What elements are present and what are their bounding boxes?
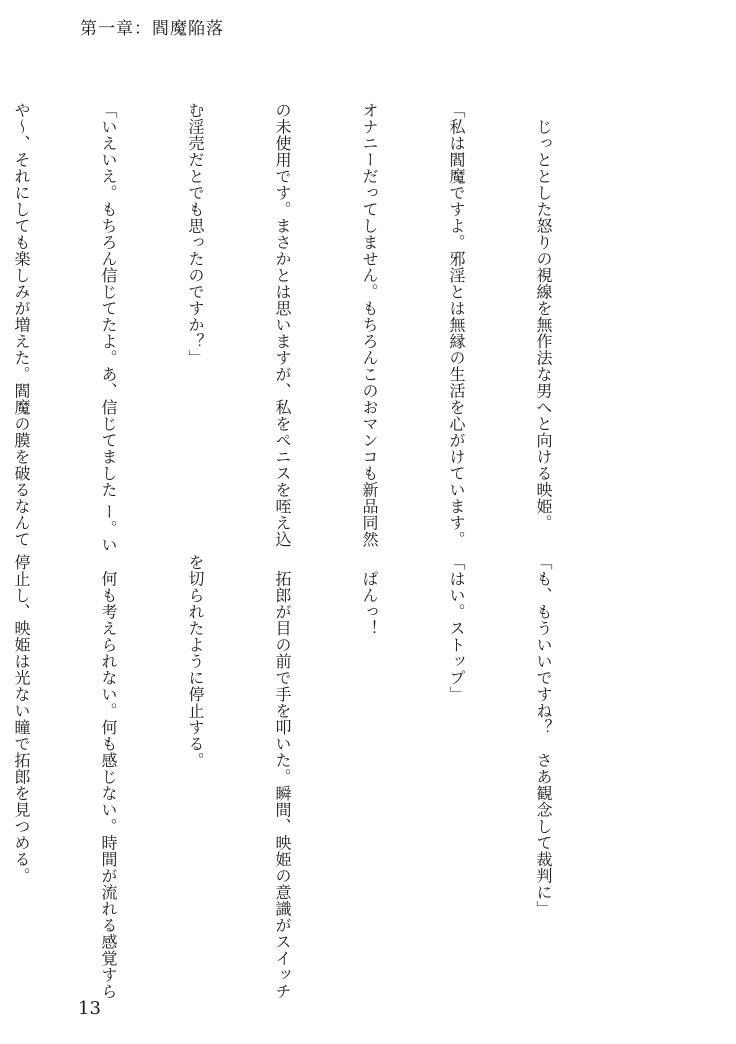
text-line: 「私は閻魔ですよ。邪淫とは無縁の生活を心がけています。 [447,102,466,548]
text-line: 何も考えられない。何も感じない。時間が流れる感覚すら [99,554,118,1000]
text-line: 拓郎が目の前で手を叩いた。瞬間、映姫の意識がスイッチ [273,554,292,1000]
text-line: じっととした怒りの視線を無作法な男へと向ける映姫。 [534,102,553,531]
text-line: む淫売だとでも思ったのですか？」 [186,102,205,366]
page-number: 13 [78,998,101,1019]
text-line: 「はい。ストップ」 [447,554,466,703]
text-line: 「いえいえ。もちろん信じてたよ。あ、信じてました ー。い [99,102,118,554]
upper-text-block [12,102,616,554]
text-line: や～、それにしても楽しみが増えた。閻魔の膜を破るなんて [12,102,31,548]
text-line: ぱんっ！ [360,554,379,637]
text-line: を切られたように停止する。 [186,554,205,769]
text-line: の未使用です。まさかとは思いますが、私をペニスを咥え込 [273,102,292,548]
text-line: オナニーだってしません。もちろんこのおマンコも新品同然 [360,102,379,548]
lower-text-block [12,554,616,1000]
running-header: 第一章：閻魔陥落 [80,19,224,39]
text-line: 「も、もういいですね？ さあ観念して裁判に」 [534,554,553,917]
text-line: 停止し、映姫は光ない瞳で拓郎を見つめる。 [12,554,31,884]
